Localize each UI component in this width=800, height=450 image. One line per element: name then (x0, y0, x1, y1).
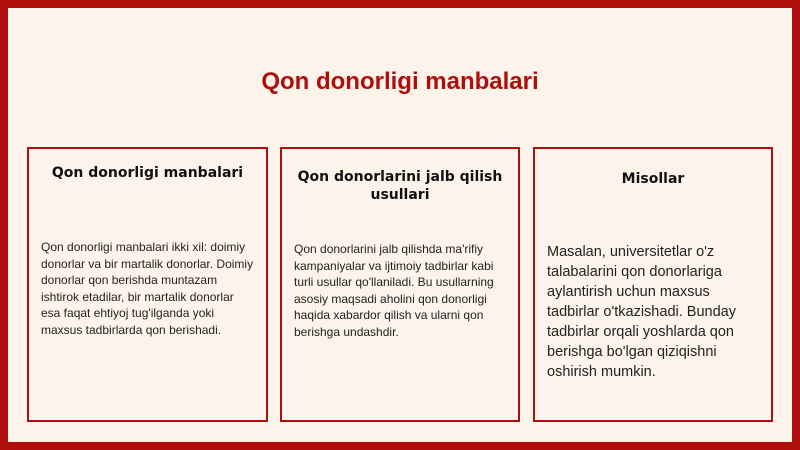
card-heading: Misollar (621, 171, 685, 187)
slide-title: Qon donorligi manbalari (261, 68, 539, 95)
card-examples (533, 147, 773, 422)
card-body: Qon donorligi manbalari ikki xil: doimiy donorlar va bir martalik donorlar. Doimiy donorlar qon berishda muntazam ishtirok etadilar, bir martalik donorlar esa faqat ehtiyoj tug'ilganda yoki maxsus tadbirlarda qon berishadi. (41, 240, 254, 337)
card-body: Masalan, universitetlar o'z talabalarini qon donorlariga aylantirish uchun maxsus tadbirlar o'tkazishadi. Bunday tadbirlar orqali yoshlarda qon berishga bo'lgan qiziqishni oshirish mumkin. (547, 244, 736, 380)
slide (8, 8, 792, 442)
card-donor-sources (27, 147, 268, 422)
card-recruitment-methods (280, 147, 520, 422)
card-heading: Qon donorligi manbalari (51, 165, 244, 181)
card-body: Qon donorlarini jalb qilishda ma'rifiy kampaniyalar va ijtimoiy tadbirlar kabi turli usullar qo'llaniladi. Bu usullarning asosiy maqsadi aholini qon donorligi haqida xabardor qilish va ularni qon berishga undashdir. (294, 242, 494, 339)
card-heading: Qon donorlarini jalb qilish usullari (297, 169, 503, 203)
